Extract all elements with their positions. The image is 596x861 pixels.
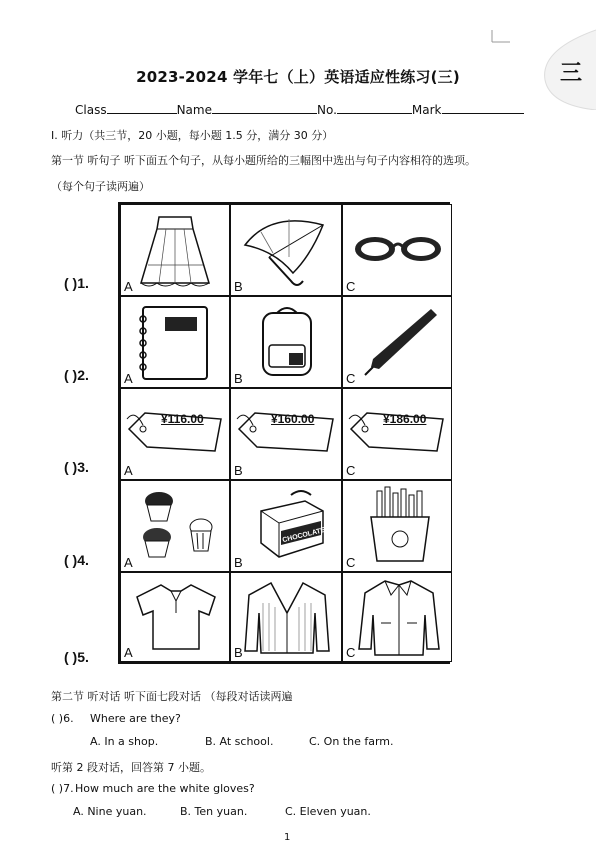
mark-label: Mark [411, 103, 442, 117]
notebook-icon [121, 297, 230, 388]
q5-option-a[interactable] [120, 572, 230, 662]
option-letter: C [346, 371, 356, 386]
q7-option-c[interactable]: C. Eleven yuan. [285, 805, 371, 818]
option-letter: A [124, 463, 133, 478]
q4-option-c[interactable] [342, 480, 452, 572]
option-letter: C [346, 463, 356, 478]
q7-intro: 听第 2 段对话，回答第 7 小题。 [51, 761, 211, 774]
q1-option-c[interactable] [342, 204, 452, 296]
price-a: ¥116.00 [161, 412, 204, 426]
question-5-number[interactable]: ( )5. [64, 649, 89, 665]
pen-icon [343, 297, 452, 388]
option-letter: B [234, 645, 243, 660]
option-letter: C [346, 555, 356, 570]
part1-note: （每个句子读两遍） [51, 180, 150, 193]
page-title: 2023-2024 学年七（上）英语适应性练习(三) [136, 68, 460, 86]
q3-option-c[interactable] [342, 388, 452, 480]
jacket-icon [343, 573, 452, 662]
q5-option-c[interactable] [342, 572, 452, 662]
name-label: Name [176, 103, 212, 117]
fries-icon [343, 481, 452, 572]
price-tag-icon [121, 389, 230, 480]
option-letter: A [124, 645, 133, 660]
question-6-number[interactable]: ( )6. [51, 712, 74, 725]
q2-option-a[interactable] [120, 296, 230, 388]
side-mark: 三 [560, 61, 583, 86]
price-b: ¥160.00 [271, 412, 315, 426]
option-letter: A [124, 279, 133, 294]
class-label: Class [75, 103, 107, 117]
q5-option-b[interactable] [230, 572, 342, 662]
q1-option-a[interactable] [120, 204, 230, 296]
q7-option-b[interactable]: B. Ten yuan. [180, 805, 248, 818]
q2-option-b[interactable] [230, 296, 342, 388]
q2-option-c[interactable] [342, 296, 452, 388]
name-field[interactable] [212, 101, 317, 114]
part1-instruction: 第一节 听句子 听下面五个句子，从每小题所给的三幅图中选出与句子内容相符的选项。 [51, 154, 476, 167]
q1-option-b[interactable] [230, 204, 342, 296]
option-letter: A [124, 555, 133, 570]
q6-option-a[interactable]: A. In a shop. [90, 735, 159, 748]
student-info-line [75, 101, 524, 117]
page-number: 1 [284, 832, 291, 843]
question-6-text: Where are they? [90, 712, 181, 725]
option-letter: B [234, 463, 243, 478]
number-label: No. [316, 103, 337, 117]
option-letter: B [234, 279, 243, 294]
price-tag-icon [343, 389, 452, 480]
picture-grid [118, 202, 450, 664]
q4-option-a[interactable] [120, 480, 230, 572]
umbrella-icon [231, 205, 342, 296]
option-letter: C [346, 279, 356, 294]
skirt-icon [121, 205, 230, 296]
page-corner-mark [490, 0, 596, 110]
option-letter: B [234, 555, 243, 570]
number-field[interactable] [337, 101, 412, 114]
backpack-icon [231, 297, 342, 388]
question-7-number[interactable]: ( )7. [51, 782, 74, 795]
mark-field[interactable] [442, 101, 524, 114]
price-tag-icon [231, 389, 342, 480]
question-7-text: How much are the white gloves? [75, 782, 255, 795]
q6-option-b[interactable]: B. At school. [205, 735, 274, 748]
question-3-number[interactable]: ( )3. [64, 459, 89, 475]
section-heading: I. 听力（共三节，20 小题，每小题 1.5 分，满分 30 分） [51, 129, 334, 142]
class-field[interactable] [107, 101, 177, 114]
sunglasses-icon [343, 205, 452, 296]
q7-option-a[interactable]: A. Nine yuan. [73, 805, 147, 818]
q4-option-b[interactable] [230, 480, 342, 572]
chocolate-box-icon [231, 481, 342, 572]
q6-option-c[interactable]: C. On the farm. [309, 735, 394, 748]
chocolate-box-label: CHOCOLATE [281, 526, 327, 545]
sweater-icon [231, 573, 342, 662]
muffins-icon [121, 481, 230, 572]
question-1-number[interactable]: ( )1. [64, 275, 89, 291]
polo-shirt-icon [121, 573, 230, 662]
price-c: ¥186.00 [383, 412, 427, 426]
q3-option-a[interactable] [120, 388, 230, 480]
question-2-number[interactable]: ( )2. [64, 367, 89, 383]
option-letter: C [346, 645, 356, 660]
q3-option-b[interactable] [230, 388, 342, 480]
part2-instruction: 第二节 听对话 听下面七段对话 （每段对话读两遍 [51, 690, 293, 703]
option-letter: B [234, 371, 243, 386]
question-4-number[interactable]: ( )4. [64, 552, 89, 568]
option-letter: A [124, 371, 133, 386]
